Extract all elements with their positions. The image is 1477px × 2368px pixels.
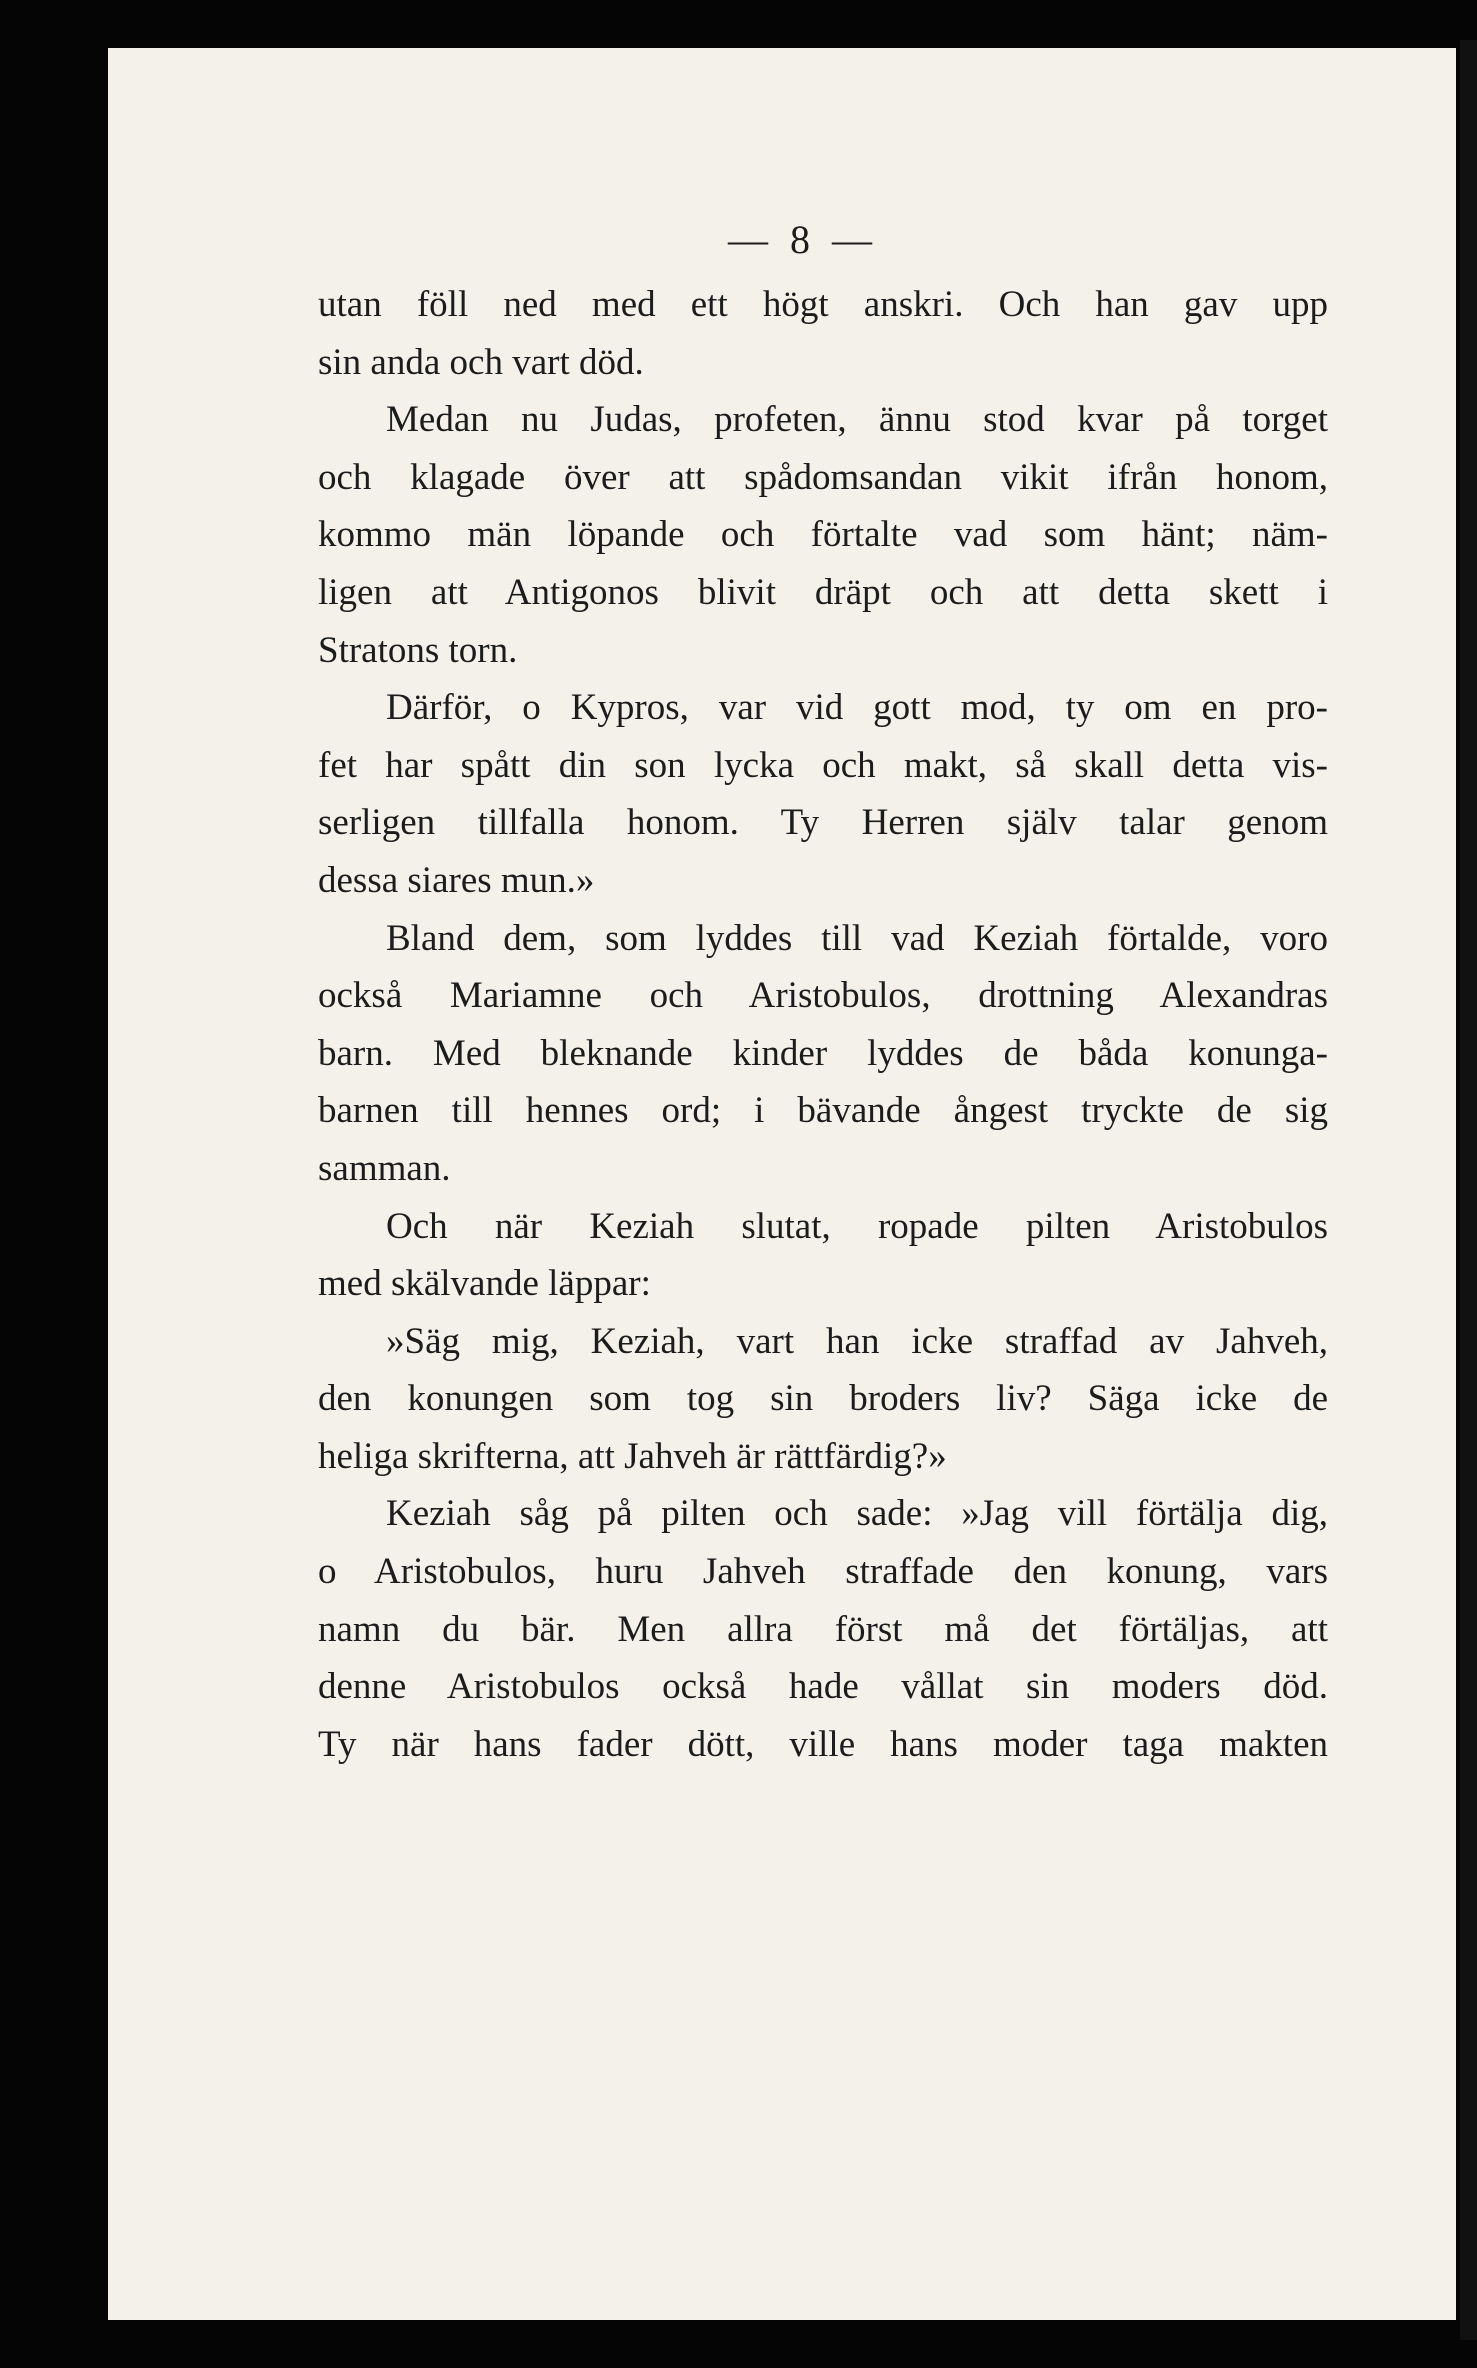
text-line: denne Aristobulos också hade vållat sin moders död. bbox=[318, 1666, 1328, 1708]
text-line: Bland dem, som lyddes till vad Keziah förtalde, voro bbox=[386, 917, 1328, 959]
text-line: och klagade över att spådomsandan vikit ifrån honom, bbox=[318, 456, 1328, 498]
page-text bbox=[318, 210, 1328, 1773]
text-line: utan föll ned med ett högt anskri. Och han gav upp bbox=[318, 284, 1328, 325]
text-line: kommo män löpande och förtalte vad som hänt; näm- bbox=[318, 514, 1328, 556]
paragraph bbox=[318, 910, 1328, 1198]
text-line: Keziah såg på pilten och sade: »Jag vill förtälja dig, bbox=[386, 1493, 1328, 1535]
text-line: Därför, o Kypros, var vid gott mod, ty om en pro- bbox=[386, 687, 1328, 729]
paragraph bbox=[318, 391, 1328, 679]
text-line: ligen att Antigonos blivit dräpt och att detta skett i bbox=[318, 571, 1328, 613]
text-line: serligen tillfalla honom. Ty Herren själv talar genom bbox=[318, 802, 1328, 844]
paragraph bbox=[318, 1313, 1328, 1486]
page-number: — 8 — bbox=[728, 217, 878, 262]
paragraph bbox=[318, 1198, 1328, 1313]
text-line: barn. Med bleknande kinder lyddes de båda konunga- bbox=[318, 1032, 1328, 1074]
paragraph bbox=[318, 679, 1328, 909]
scan-edge bbox=[1460, 40, 1477, 2340]
text-line: dessa siares mun.» bbox=[318, 859, 595, 901]
text-line: sin anda och vart död. bbox=[318, 341, 644, 383]
text-line: barnen till hennes ord; i bävande ångest tryckte de sig bbox=[318, 1090, 1328, 1132]
text-line: Och när Keziah slutat, ropade pilten Aristobulos bbox=[386, 1205, 1328, 1247]
text-line: o Aristobulos, huru Jahveh straffade den konung, vars bbox=[318, 1551, 1328, 1593]
paragraph bbox=[318, 1485, 1328, 1773]
text-line: med skälvande läppar: bbox=[318, 1263, 651, 1305]
text-line: »Säg mig, Keziah, vart han icke straffad av Jahveh, bbox=[386, 1320, 1328, 1362]
text-line: heliga skrifterna, att Jahveh är rättfärdig?» bbox=[318, 1435, 947, 1477]
text-line: den konungen som tog sin broders liv? Säga icke de bbox=[318, 1378, 1328, 1420]
text-line: Stratons torn. bbox=[318, 629, 518, 671]
text-line: också Mariamne och Aristobulos, drottning Alexandras bbox=[318, 975, 1328, 1017]
paragraph bbox=[318, 276, 1328, 391]
text-line: samman. bbox=[318, 1147, 451, 1189]
text-line: Ty när hans fader dött, ville hans moder taga makten bbox=[318, 1723, 1328, 1765]
text-line: fet har spått din son lycka och makt, så skall detta vis- bbox=[318, 744, 1328, 786]
text-line: Medan nu Judas, profeten, ännu stod kvar på torget bbox=[386, 399, 1328, 441]
text-line: namn du bär. Men allra först må det förtäljas, att bbox=[318, 1608, 1328, 1650]
